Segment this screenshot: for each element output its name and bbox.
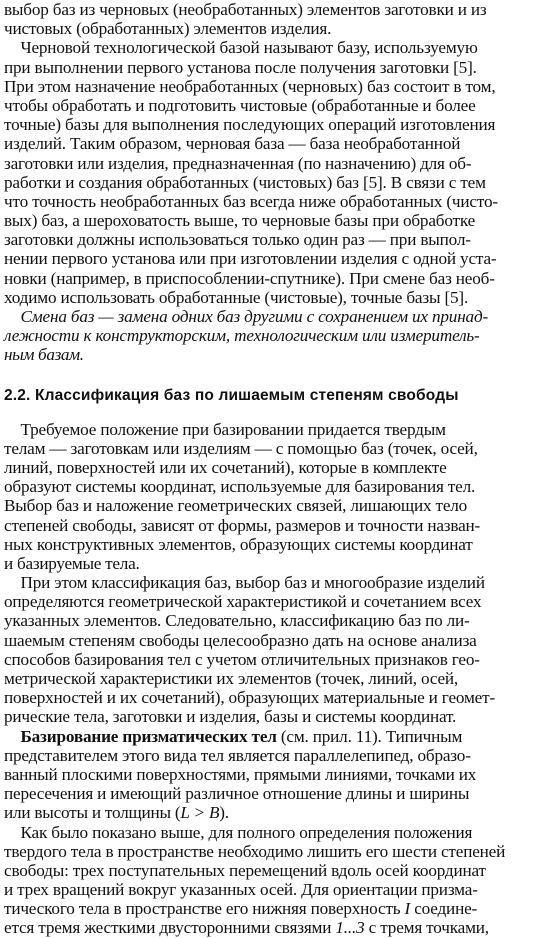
paragraph-6 [4,727,555,823]
paragraph-7 [4,823,555,938]
text-line: Как было показано выше, для полного определения положения [4,822,473,842]
text-line: метрической характеристики их элементов (точек, линий, осей, [4,669,459,688]
text-line: заготовки должны использоваться только один раз — при выпол- [4,230,471,250]
text-line: ванный плоскими поверхностями, прямыми линиями, точками их [4,764,477,784]
text-line [4,918,555,937]
text-line: пересечения и имеющий различное отношение длины и ширины [4,784,470,804]
text-line: ходимо использовать обработанные (чистовые), точные базы [5]. [4,287,469,307]
text-line: указанных элементов. Следовательно, классификацию баз по ли- [4,611,470,631]
text-line [4,899,555,918]
text-line: вых) баз, а шероховатость выше, то черновые базы при обработке [4,211,476,231]
text-fragment: ется тремя жесткими двусторонними связями [4,918,336,938]
text-fragment: или высоты и толщины ( [4,803,181,823]
text-fragment: тического тела в пространстве его нижняя поверхность [4,899,405,919]
text-line: Требуемое положение при базировании придается твердым [4,419,446,439]
text-line: При этом назначение необработанных (черновых) баз состоит в том, [4,76,496,96]
spacer [4,365,555,386]
text-line: и трех вращений вокруг указанных осей. Для ориентации призма- [4,880,478,900]
text-line: Выбор баз и наложение геометрических связей, лишающих тело [4,496,468,516]
text-line: свободы: трех поступательных перемещений вдоль осей координат [4,860,486,880]
formula: L > B [180,803,220,823]
document-page [4,0,555,938]
bold-term: Базирование призматических тел [4,726,277,746]
text-line: чистовых (обработанных) элементов изделия. [4,19,332,39]
text-line: нении первого установа или при изготовлении изделия с одной уста- [4,249,497,269]
text-line: твердого тела в пространстве необходимо лишить его шести степеней [4,841,506,861]
text-line: изделий. Таким образом, черновая база — база необработанной [4,134,461,154]
paragraph-5 [4,573,555,727]
text-line: телам — заготовкам или изделиям — с помощью баз (точек, осей, [4,438,478,458]
text-fragment: ). [219,803,229,823]
text-fragment: соедине- [410,899,478,919]
text-line: чтобы обработать и подготовить чистовые (обработанные и более [4,95,476,115]
text-line: определяются геометрической характеристикой и сочетанием всех [4,592,482,612]
text-line: образуют системы координат, используемые для базирования тел. [4,477,476,497]
text-line: рические тела, заготовки и изделия, базы и системы координат. [4,707,457,727]
text-line: Смена баз — замена одних баз другими с сохранением их принад- [4,307,489,326]
text-line: Черновой технологической базой называют базу, используемую [4,38,478,58]
text-fragment: (см. прил. 11). Типичным [276,726,463,746]
text-line: при выполнении первого установа после получения заготовки [5]. [4,57,477,77]
section-heading: 2.2. Классификация баз по лишаемым степеням свободы [4,386,459,404]
paragraph-2 [4,38,555,307]
text-line: новки (например, в приспособлении-спутнике). При смене баз необ- [4,268,495,288]
text-line: При этом классификация баз, выбор баз и многообразие изделий [4,573,485,593]
surface-mark: I [404,899,411,919]
definition-paragraph [4,307,555,365]
text-line: шаемым степеням свободы целесообразно дать на основе анализа [4,630,477,650]
text-fragment: с тремя точками, [364,918,489,938]
link-range-mark: 1...3 [335,918,365,938]
text-line: линий, поверхностей или их сочетаний), которые в комплекте [4,457,447,477]
paragraph-1 [4,0,555,38]
text-line: ных конструктивных элементов, образующих системы координат [4,534,473,554]
text-line [4,727,555,746]
text-line: работки и создания обработанных (чистовых) баз [5]. В связи с тем [4,172,486,192]
text-line: выбор баз из черновых (необработанных) элементов заготовки и из [4,0,487,19]
spacer [4,405,555,420]
text-line: поверхностей и их сочетаний), образующих материальные и геомет- [4,688,495,708]
text-line: лежности к конструкторским, технологическим или измеритель- [4,326,480,346]
text-line: степеней свободы, зависят от формы, размеров и точности назван- [4,515,481,535]
text-line: ным базам. [4,345,84,365]
text-line: и базируемые тела. [4,553,140,573]
text-line: точные) базы для выполнения последующих операций изготовления [4,115,496,135]
text-line [4,803,555,822]
paragraph-4 [4,420,555,574]
text-line: заготовки или изделия, предназначенная (по назначению) для об- [4,153,472,173]
text-line: способов базирования тел с учетом отличительных признаков гео- [4,649,480,669]
text-line: представителем этого вида тел является параллелепипед, образо- [4,745,471,765]
text-line: что точность необработанных баз всегда ниже обработанных (чисто- [4,191,498,211]
